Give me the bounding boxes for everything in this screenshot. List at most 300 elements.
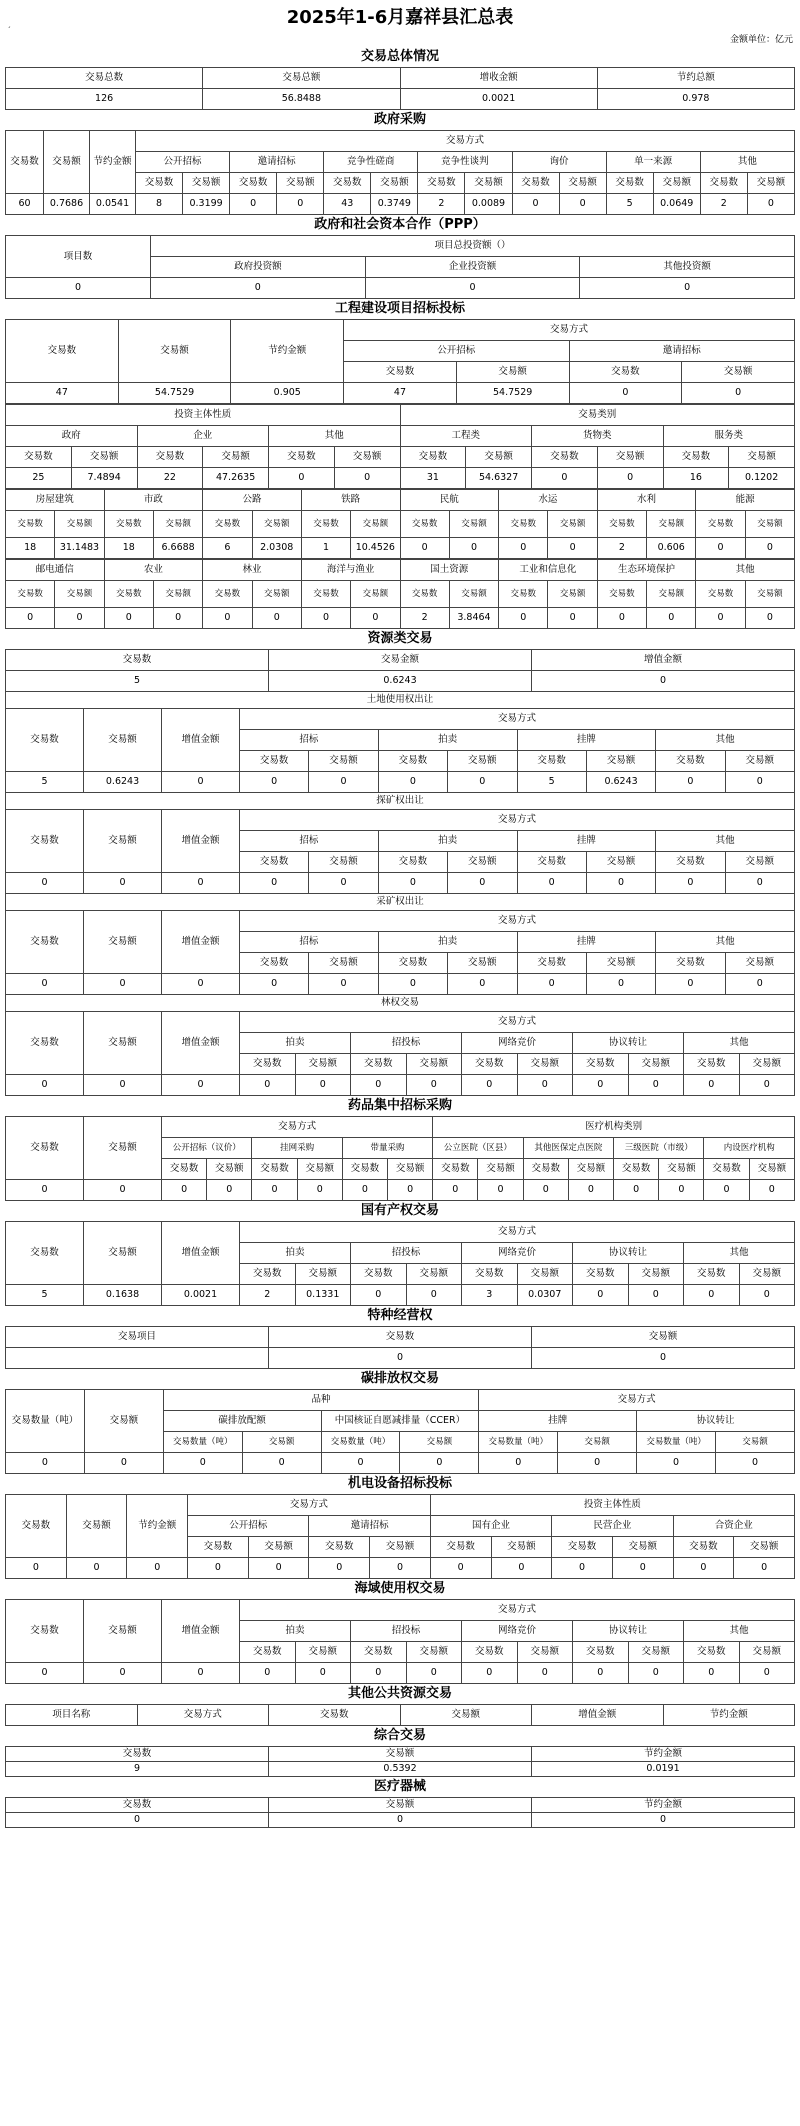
header-cell: 民营企业 xyxy=(552,1516,673,1537)
value-cell: 0 xyxy=(66,1558,127,1579)
medical-device-table xyxy=(5,1797,795,1828)
header-cell: 交易额 xyxy=(252,581,301,608)
header-cell: 交易数量（吨） xyxy=(479,1432,558,1453)
header-cell: 投资主体性质 xyxy=(6,405,401,426)
header-cell: 交易额 xyxy=(248,1537,309,1558)
value-cell: 0 xyxy=(628,1285,684,1306)
value-cell: 0.606 xyxy=(647,538,696,559)
value-cell: 0 xyxy=(734,1558,795,1579)
value-cell: 54.7529 xyxy=(456,383,569,404)
section-overview-title: 交易总体情况 xyxy=(360,49,439,64)
header-cell: 交易数 xyxy=(573,1054,629,1075)
header-cell: 交易数 xyxy=(6,131,44,194)
value-cell: 0.905 xyxy=(231,383,344,404)
value-cell: 0 xyxy=(430,1558,491,1579)
value-cell: 60 xyxy=(6,194,44,215)
value-cell: 0 xyxy=(309,1558,370,1579)
header-cell: 交易额 xyxy=(153,581,202,608)
header-cell: 拍卖 xyxy=(240,1033,351,1054)
value-cell: 0 xyxy=(203,608,252,629)
subsection-title: 土地使用权出让 xyxy=(5,692,795,708)
value-cell: 0 xyxy=(573,1075,629,1096)
method-table xyxy=(5,910,795,995)
header-cell: 政府 xyxy=(6,426,138,447)
value-cell: 0 xyxy=(162,772,240,793)
header-cell: 交易额 xyxy=(351,581,400,608)
value-cell: 0 xyxy=(517,873,586,894)
subsection-title: 采矿权出让 xyxy=(5,894,795,910)
section-carbon-title: 碳排放权交易 xyxy=(360,1371,439,1386)
header-cell: 水利 xyxy=(597,490,696,511)
header-cell: 拍卖 xyxy=(378,831,517,852)
header-cell: 增值金额 xyxy=(162,709,240,772)
header-cell: 交易数 xyxy=(700,173,747,194)
value-cell: 0 xyxy=(449,538,498,559)
header-cell: 海洋与渔业 xyxy=(301,560,400,581)
header-cell: 交易数 xyxy=(240,1642,296,1663)
header-cell: 拍卖 xyxy=(240,1243,351,1264)
header-cell: 交易额 xyxy=(628,1264,684,1285)
value-cell: 0 xyxy=(301,608,350,629)
header-cell: 增值金额 xyxy=(162,911,240,974)
header-cell: 交易数 xyxy=(462,1264,518,1285)
value-cell: 0.0021 xyxy=(162,1285,240,1306)
header-cell: 交易数 xyxy=(203,581,252,608)
value-cell: 0 xyxy=(747,194,794,215)
header-cell: 交易额 xyxy=(203,447,269,468)
value-cell: 0 xyxy=(321,1453,400,1474)
value-cell: 0 xyxy=(586,974,655,995)
header-cell: 交易数 xyxy=(684,1642,740,1663)
header-cell: 交易数 xyxy=(597,511,646,538)
header-cell: 交易额 xyxy=(242,1432,321,1453)
header-cell: 交易数 xyxy=(400,581,449,608)
header-cell: 交易数 xyxy=(573,1642,629,1663)
value-cell: 0 xyxy=(448,873,517,894)
header-cell: 交易方式 xyxy=(136,131,795,152)
header-cell: 交易数 xyxy=(523,1159,568,1180)
method-table xyxy=(5,1599,795,1684)
header-cell: 交易数 xyxy=(499,511,548,538)
header-cell: 交易数 xyxy=(696,581,745,608)
header-cell: 服务类 xyxy=(663,426,795,447)
header-cell: 交易额 xyxy=(66,1495,127,1558)
header-cell: 交易额 xyxy=(406,1054,462,1075)
header-cell: 国土资源 xyxy=(400,560,499,581)
header-cell: 其他 xyxy=(684,1243,795,1264)
header-cell: 交易数 xyxy=(684,1054,740,1075)
header-cell: 项目总投资额（） xyxy=(151,236,795,257)
header-cell: 交易数 xyxy=(240,751,309,772)
header-cell: 交易额 xyxy=(334,447,400,468)
header-cell: 节约总额 xyxy=(597,68,794,89)
value-cell: 0 xyxy=(406,1663,462,1684)
header-cell: 挂牌 xyxy=(517,730,656,751)
header-cell: 工业和信息化 xyxy=(499,560,598,581)
value-cell: 0 xyxy=(269,468,335,489)
header-cell: 挂牌 xyxy=(517,831,656,852)
value-cell: 0 xyxy=(749,1180,794,1201)
carbon-table xyxy=(5,1389,795,1474)
value-cell: 0 xyxy=(400,1453,479,1474)
header-cell: 项目名称 xyxy=(6,1705,138,1726)
gov-procurement-table xyxy=(5,130,795,215)
header-cell: 增值金额 xyxy=(162,810,240,873)
value-cell: 0 xyxy=(84,1180,162,1201)
header-cell: 交易数 xyxy=(573,1264,629,1285)
value-cell: 2 xyxy=(597,538,646,559)
value-cell: 0 xyxy=(162,1075,240,1096)
header-cell: 交易额 xyxy=(517,1054,573,1075)
resource-summary-table xyxy=(5,649,795,692)
header-cell: 交易数 xyxy=(552,1537,613,1558)
header-cell: 交易额 xyxy=(448,751,517,772)
header-cell: 邀请招标 xyxy=(230,152,324,173)
value-cell: 0 xyxy=(499,538,548,559)
header-cell: 交易额 xyxy=(597,447,663,468)
header-cell: 交易数 xyxy=(104,511,153,538)
value-cell: 0 xyxy=(517,974,586,995)
value-cell: 0.0089 xyxy=(465,194,512,215)
header-cell: 交易额 xyxy=(647,511,696,538)
header-cell: 交易额 xyxy=(448,953,517,974)
header-cell: 国有企业 xyxy=(430,1516,551,1537)
value-cell: 0 xyxy=(548,608,597,629)
value-cell: 0 xyxy=(240,974,309,995)
header-cell: 其他 xyxy=(684,1621,795,1642)
header-cell: 交易方式 xyxy=(162,1117,433,1138)
header-cell: 交易额 xyxy=(548,581,597,608)
value-cell: 0 xyxy=(656,974,725,995)
header-cell: 其他 xyxy=(269,426,401,447)
value-cell: 126 xyxy=(6,89,203,110)
header-cell: 节约金额 xyxy=(532,1798,795,1813)
value-cell: 56.8488 xyxy=(203,89,400,110)
header-cell: 网络竞价 xyxy=(462,1621,573,1642)
header-cell: 交易数 xyxy=(269,1327,532,1348)
header-cell: 交易额 xyxy=(745,511,794,538)
header-cell: 交易额 xyxy=(745,581,794,608)
value-cell: 0 xyxy=(479,1453,558,1474)
header-cell: 交易总额 xyxy=(203,68,400,89)
header-cell: 带量采购 xyxy=(342,1138,432,1159)
header-cell: 增收金额 xyxy=(400,68,597,89)
header-cell: 交易总数 xyxy=(6,68,203,89)
header-cell: 拍卖 xyxy=(378,730,517,751)
value-cell: 0 xyxy=(207,1180,252,1201)
header-cell: 交易方式 xyxy=(479,1390,795,1411)
header-cell: 交易数 xyxy=(400,511,449,538)
header-cell: 交易金额 xyxy=(269,650,532,671)
other-table xyxy=(5,1704,795,1726)
header-cell: 交易额 xyxy=(295,1264,351,1285)
comprehensive-table xyxy=(5,1746,795,1777)
value-cell: 0 xyxy=(739,1075,795,1096)
header-cell: 房屋建筑 xyxy=(6,490,105,511)
value-cell: 0 xyxy=(252,608,301,629)
header-cell: 交易数 xyxy=(162,1159,207,1180)
section-resource-title: 资源类交易 xyxy=(367,631,433,646)
value-cell: 0 xyxy=(351,1075,407,1096)
header-cell: 交易额 xyxy=(371,173,418,194)
value-cell: 0 xyxy=(153,608,202,629)
header-cell: 能源 xyxy=(696,490,795,511)
value-cell: 0 xyxy=(6,1453,85,1474)
header-cell: 中国核证自愿减排量（CCER） xyxy=(321,1411,479,1432)
value-cell: 0 xyxy=(491,1558,552,1579)
value-cell: 0 xyxy=(656,873,725,894)
value-cell: 0.6243 xyxy=(84,772,162,793)
value-cell: 0 xyxy=(309,772,378,793)
header-cell: 交易额 xyxy=(558,1432,637,1453)
value-cell: 0 xyxy=(188,1558,249,1579)
value-cell: 0 xyxy=(378,873,447,894)
header-cell: 交易类别 xyxy=(400,405,795,426)
header-cell: 招标 xyxy=(240,932,379,953)
header-cell: 交易数 xyxy=(136,173,183,194)
header-cell: 三级医院（市级） xyxy=(614,1138,704,1159)
header-cell: 交易额 xyxy=(628,1054,684,1075)
header-cell: 交易数 xyxy=(240,852,309,873)
header-cell: 交易数 xyxy=(656,852,725,873)
header-cell: 交易数 xyxy=(6,1495,67,1558)
report-page xyxy=(5,0,795,1828)
header-cell: 交易项目 xyxy=(6,1327,269,1348)
header-cell: 医疗机构类别 xyxy=(433,1117,795,1138)
section-sea-title: 海域使用权交易 xyxy=(354,1581,446,1596)
subsection-title: 探矿权出让 xyxy=(5,793,795,809)
header-cell: 货物类 xyxy=(532,426,664,447)
header-cell: 网络竞价 xyxy=(462,1243,573,1264)
value-cell: 0 xyxy=(84,1453,163,1474)
header-cell: 交易数 xyxy=(673,1537,734,1558)
value-cell: 2 xyxy=(700,194,747,215)
header-cell: 增值金额 xyxy=(532,650,795,671)
header-cell: 交易额 xyxy=(400,1432,479,1453)
header-cell: 交易数 xyxy=(378,751,447,772)
header-cell: 交易额 xyxy=(517,1642,573,1663)
value-cell: 0 xyxy=(559,194,606,215)
value-cell: 0.0307 xyxy=(517,1285,573,1306)
header-cell: 交易数 xyxy=(614,1159,659,1180)
value-cell: 0 xyxy=(462,1663,518,1684)
header-cell: 协议转让 xyxy=(573,1243,684,1264)
header-cell: 协议转让 xyxy=(573,1621,684,1642)
header-cell: 交易数 xyxy=(344,362,457,383)
value-cell: 0 xyxy=(242,1453,321,1474)
value-cell: 0 xyxy=(295,1075,351,1096)
header-cell: 交易额 xyxy=(269,1798,532,1813)
value-cell: 0 xyxy=(351,1285,407,1306)
method-table xyxy=(5,1011,795,1096)
section-mech-title: 机电设备招标投标 xyxy=(347,1476,452,1491)
header-cell: 交易额 xyxy=(653,173,700,194)
section-ppp-title: 政府和社会资本合作（PPP） xyxy=(314,217,486,232)
engineering-main-table xyxy=(5,319,795,404)
header-cell: 其他 xyxy=(696,560,795,581)
value-cell: 0.0191 xyxy=(532,1762,795,1777)
value-cell: 0 xyxy=(684,1285,740,1306)
value-cell: 2 xyxy=(240,1285,296,1306)
value-cell: 0 xyxy=(248,1558,309,1579)
header-cell: 交易方式 xyxy=(240,1222,795,1243)
header-cell: 市政 xyxy=(104,490,203,511)
value-cell: 8 xyxy=(136,194,183,215)
value-cell: 0 xyxy=(84,1075,162,1096)
header-cell: 项目数 xyxy=(6,236,151,278)
value-cell: 0 xyxy=(406,1285,462,1306)
value-cell: 5 xyxy=(517,772,586,793)
header-cell: 交易方式 xyxy=(344,320,795,341)
header-cell: 交易额 xyxy=(739,1054,795,1075)
header-cell: 交易额 xyxy=(71,447,137,468)
value-cell: 0 xyxy=(342,1180,387,1201)
value-cell: 0 xyxy=(433,1180,478,1201)
value-cell: 0 xyxy=(277,194,324,215)
header-cell: 交易数 xyxy=(378,852,447,873)
header-cell: 交易方式 xyxy=(240,911,795,932)
header-cell: 挂牌 xyxy=(517,932,656,953)
value-cell: 0 xyxy=(127,1558,188,1579)
header-cell: 节约金额 xyxy=(127,1495,188,1558)
value-cell: 6.6688 xyxy=(153,538,202,559)
value-cell: 47.2635 xyxy=(203,468,269,489)
ppp-table xyxy=(5,235,795,299)
header-cell: 网络竞价 xyxy=(462,1033,573,1054)
value-cell: 5 xyxy=(606,194,653,215)
header-cell: 交易额 xyxy=(44,131,90,194)
value-cell: 0 xyxy=(739,1285,795,1306)
header-cell: 交易额 xyxy=(269,1747,532,1762)
header-cell: 交易数 xyxy=(418,173,465,194)
value-cell: 0 xyxy=(6,278,151,299)
header-cell: 交易数 xyxy=(663,447,729,468)
value-cell: 0 xyxy=(448,772,517,793)
header-cell: 交易额 xyxy=(456,362,569,383)
value-cell: 0 xyxy=(532,671,795,692)
value-cell: 0 xyxy=(378,772,447,793)
header-cell: 铁路 xyxy=(301,490,400,511)
header-cell: 交易额 xyxy=(747,173,794,194)
value-cell: 0 xyxy=(240,1075,296,1096)
header-cell: 交易数 xyxy=(104,581,153,608)
value-cell: 0 xyxy=(6,1813,269,1828)
drug-table xyxy=(5,1116,795,1201)
header-cell: 交易额 xyxy=(309,751,378,772)
value-cell: 18 xyxy=(104,538,153,559)
value-cell: 0 xyxy=(351,608,400,629)
value-cell: 0 xyxy=(659,1180,704,1201)
header-cell: 企业投资额 xyxy=(365,257,580,278)
header-cell: 交易数 xyxy=(6,447,72,468)
header-cell: 节约金额 xyxy=(90,131,136,194)
header-cell: 交易额 xyxy=(84,1600,162,1663)
value-cell: 0 xyxy=(448,974,517,995)
overview-table xyxy=(5,67,795,110)
header-cell: 交易额 xyxy=(478,1159,523,1180)
header-cell: 投资主体性质 xyxy=(430,1495,794,1516)
header-cell: 交易数 xyxy=(252,1159,297,1180)
header-cell: 招投标 xyxy=(351,1243,462,1264)
header-cell: 交易额 xyxy=(84,1117,162,1180)
header-cell: 交易数 xyxy=(499,581,548,608)
value-cell: 0.0541 xyxy=(90,194,136,215)
value-cell: 0.7686 xyxy=(44,194,90,215)
value-cell: 0 xyxy=(6,1558,67,1579)
header-cell: 交易数 xyxy=(378,953,447,974)
header-cell: 交易数 xyxy=(6,1222,84,1285)
engineering-industry-table-1 xyxy=(5,489,795,559)
value-cell: 0 xyxy=(365,278,580,299)
value-cell: 0 xyxy=(673,1558,734,1579)
value-cell: 0 xyxy=(696,608,745,629)
header-cell: 交易额 xyxy=(682,362,795,383)
header-cell: 交易额 xyxy=(729,447,795,468)
header-cell: 交易额 xyxy=(725,953,794,974)
header-cell: 其他 xyxy=(684,1033,795,1054)
value-cell: 6 xyxy=(203,538,252,559)
header-cell: 交易数 xyxy=(269,1705,401,1726)
header-cell: 交易方式 xyxy=(240,1012,795,1033)
value-cell: 0 xyxy=(517,1663,573,1684)
header-cell: 交易数 xyxy=(301,511,350,538)
header-cell: 林业 xyxy=(203,560,302,581)
header-cell: 交易额 xyxy=(491,1537,552,1558)
header-cell: 交易额 xyxy=(586,751,655,772)
header-cell: 交易额 xyxy=(84,1222,162,1285)
value-cell: 0 xyxy=(682,383,795,404)
value-cell: 0 xyxy=(725,873,794,894)
header-cell: 交易额 xyxy=(465,173,512,194)
section-franchise-title: 特种经营权 xyxy=(367,1308,433,1323)
header-cell: 交易数 xyxy=(6,1600,84,1663)
header-cell: 挂牌 xyxy=(479,1411,637,1432)
value-cell: 5 xyxy=(6,772,84,793)
value-cell: 0.3749 xyxy=(371,194,418,215)
value-cell: 0 xyxy=(400,538,449,559)
header-cell: 交易数 xyxy=(517,953,586,974)
engineering-industry-table-2 xyxy=(5,559,795,629)
value-cell: 0 xyxy=(573,1663,629,1684)
value-cell: 0 xyxy=(388,1180,433,1201)
header-cell: 交易额 xyxy=(309,953,378,974)
header-cell: 交易数 xyxy=(517,852,586,873)
value-cell: 0 xyxy=(725,974,794,995)
value-cell: 0 xyxy=(309,974,378,995)
value-cell: 0 xyxy=(569,383,682,404)
header-cell: 公开招标 xyxy=(136,152,230,173)
value-cell: 9 xyxy=(6,1762,269,1777)
header-cell: 交易额 xyxy=(449,581,498,608)
value-cell: 0 xyxy=(532,1348,795,1369)
header-cell: 生态环境保护 xyxy=(597,560,696,581)
value-cell: 0 xyxy=(628,1663,684,1684)
header-cell: 交易数 xyxy=(6,911,84,974)
header-cell: 增值金额 xyxy=(162,1222,240,1285)
value-cell: 0 xyxy=(269,1348,532,1369)
value-cell: 25 xyxy=(6,468,72,489)
value-cell: 0 xyxy=(162,1663,240,1684)
header-cell: 交易额 xyxy=(84,810,162,873)
header-cell: 交易数 xyxy=(512,173,559,194)
value-cell: 54.7529 xyxy=(118,383,231,404)
header-cell: 交易额 xyxy=(586,852,655,873)
header-cell: 交易数量（吨） xyxy=(163,1432,242,1453)
header-cell: 拍卖 xyxy=(378,932,517,953)
header-cell: 交易数 xyxy=(400,447,466,468)
header-cell: 邀请招标 xyxy=(309,1516,430,1537)
value-cell: 0.978 xyxy=(597,89,794,110)
